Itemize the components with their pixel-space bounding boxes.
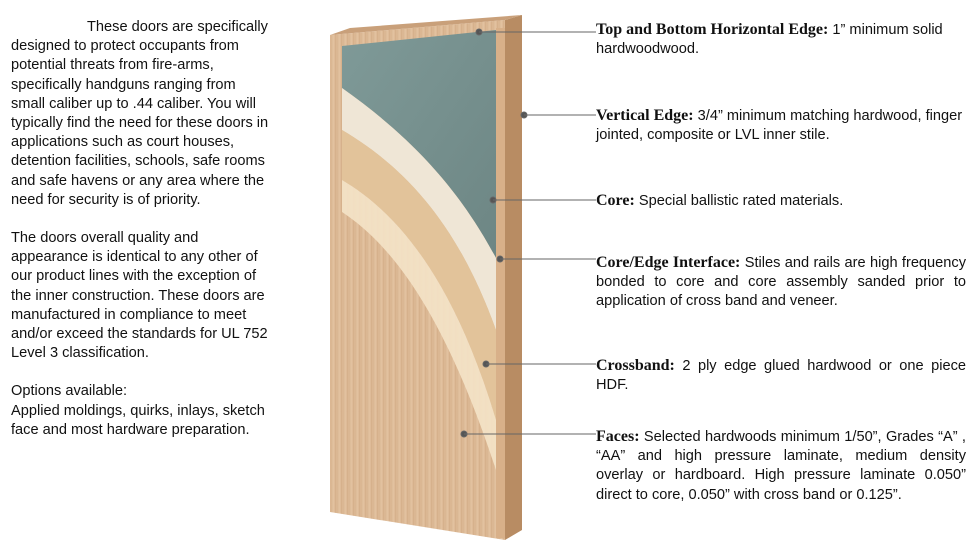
callout-top-bottom-edge: Top and Bottom Horizontal Edge: 1” minimum solid hardwoodwood. [596,21,943,58]
callout-core: Core: Special ballistic rated materials. [596,192,844,209]
door-cutaway-illustration [300,0,600,549]
intro-text [11,18,273,440]
intro-paragraph-2: The doors overall quality and appearance is identical to any other of our product lines with the exception of the inner construction. These doors are manufactured in compliance to meet and/or exceed the standards for UL 752 Level 3 classification. [11,230,268,362]
intro-paragraph-1: These doors are specifically designed to protect occupants from potential threats from fire-arms, specifically handguns ranging from small caliber up to .44 caliber. You will typically find the need for these doors in applications such as court houses, detention facilities, schools, safe rooms and safe havens or any area where the need for security is of priority. [11,19,269,208]
options-title: Options available: [11,383,128,400]
door-side-edge [505,15,522,540]
callout-vertical-edge: Vertical Edge: 3/4” minimum matching hardwood, finger jointed, composite or LVL inner stile. [596,107,963,144]
callout-crossband: Crossband: 2 ply edge glued hardwood or one piece HDF. [596,357,967,394]
callout-core-edge-interface: Core/Edge Interface: Stiles and rails are high frequency bonded to core and core assembly sanded prior to application of cross band and veneer. [596,254,966,310]
door-svg [300,0,600,549]
callout-faces: Faces: Selected hardwoods minimum 1/50”, Grades “A” , “AA” and high pressure laminate, medium density overlay or hardboard. High pressure laminate 0.050” direct to core, 0.050” with cross band or 0.125”. [596,428,966,503]
options-body: Applied moldings, quirks, inlays, sketch face and most hardware preparation. [11,402,265,438]
options-paragraph [11,382,273,440]
vertical-edge-stile [496,28,505,538]
